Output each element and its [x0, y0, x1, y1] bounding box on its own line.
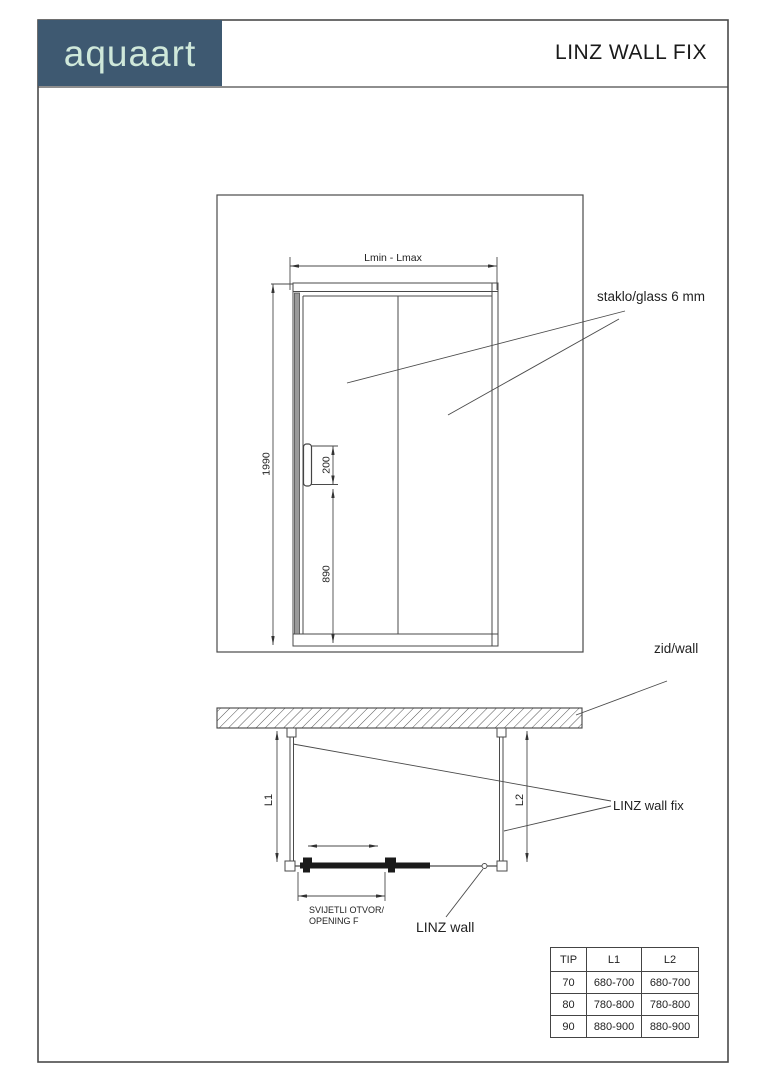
table-cell: 90 — [551, 1016, 587, 1038]
dim-depth-right-label: L2 — [513, 793, 526, 807]
size-table — [550, 947, 699, 1038]
column-header-tip: TIP — [551, 948, 587, 972]
table-cell: 70 — [551, 972, 587, 994]
sliding-rail — [285, 858, 507, 873]
opening-label-line1: SVIJETLI OTVOR/ — [309, 905, 385, 915]
column-header-l1: L1 — [587, 948, 642, 972]
dim-height — [271, 284, 293, 645]
right-side-panel — [497, 728, 506, 862]
table-cell: 780-800 — [587, 994, 642, 1016]
door-handle — [304, 444, 312, 486]
table-row — [551, 994, 699, 1016]
dim-opening — [298, 872, 385, 901]
plan-view — [217, 641, 698, 935]
column-header-l2: L2 — [642, 948, 699, 972]
brand-logo-text: aquaart — [63, 32, 197, 74]
product-leader-line — [446, 869, 483, 917]
glass-annotation: staklo/glass 6 mm — [597, 289, 706, 304]
dim-handle-length-label: 200 — [320, 456, 333, 474]
left-side-panel — [287, 728, 296, 862]
table-row — [551, 1016, 699, 1038]
brand-logo — [38, 20, 222, 86]
table-cell: 80 — [551, 994, 587, 1016]
table-header-row — [551, 948, 699, 972]
wall-fix-leader-lines — [293, 744, 611, 831]
table-row — [551, 972, 699, 994]
front-view — [217, 195, 705, 652]
wall-annotation: zid/wall — [654, 641, 699, 656]
sliding-door-panel — [300, 863, 430, 869]
table-cell: 680-700 — [642, 972, 699, 994]
dim-width-label: Lmin - Lmax — [364, 252, 422, 264]
dim-handle-height-label: 890 — [320, 565, 333, 583]
table-cell: 680-700 — [587, 972, 642, 994]
table-cell: 880-900 — [587, 1016, 642, 1038]
wall-section — [217, 708, 582, 728]
rail-stopper — [482, 864, 487, 869]
product-annotation: LINZ wall — [416, 919, 475, 935]
table-cell: 880-900 — [642, 1016, 699, 1038]
dim-depth-left-label: L1 — [262, 793, 275, 807]
dim-height-label: 1990 — [260, 452, 273, 476]
table-cell: 780-800 — [642, 994, 699, 1016]
opening-label-line2: OPENING F — [309, 916, 359, 926]
wall-leader-line — [576, 681, 667, 715]
page-title: LINZ WALL FIX — [555, 41, 707, 64]
wall-fix-annotation: LINZ wall fix — [613, 798, 684, 813]
wall-profile-strip — [295, 293, 300, 634]
